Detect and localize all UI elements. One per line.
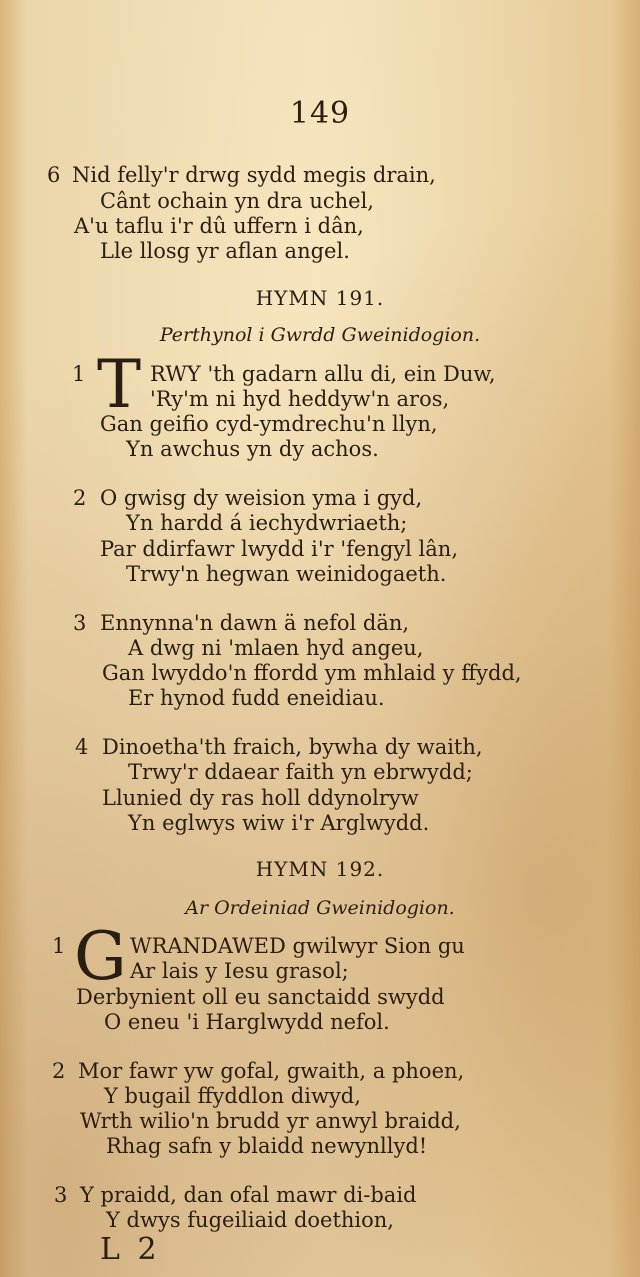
verse-number: 1 xyxy=(72,362,86,386)
verse-line: 'Ry'm ni hyd heddyw'n aros, xyxy=(150,387,450,411)
verse-line: Mor fawr yw gofal, gwaith, a phoen, xyxy=(78,1059,465,1083)
verse-line: Ar lais y Iesu grasol; xyxy=(130,959,349,983)
verse-number: 3 xyxy=(54,1183,68,1207)
verse-line: Y praidd, dan ofal mawr di-baid xyxy=(80,1183,417,1207)
verse-line: WRANDAWED gwilwyr Sion gu xyxy=(130,934,465,958)
drop-cap: T xyxy=(97,346,142,423)
verse-line: Lle llosg yr aflan angel. xyxy=(100,239,350,263)
hymn-title: HYMN 191. xyxy=(255,286,385,310)
verse-line: Cânt ochain yn dra uchel, xyxy=(100,189,374,213)
verse-line: A'u taflu i'r dû uffern i dân, xyxy=(74,214,364,238)
verse-line: Y bugail ffyddlon diwyd, xyxy=(104,1084,361,1108)
drop-cap: G xyxy=(74,918,127,995)
verse-number: 6 xyxy=(47,163,61,187)
verse-line: Trwy'r ddaear faith yn ebrwydd; xyxy=(128,760,473,784)
verse-line: O eneu 'i Harglwydd nefol. xyxy=(104,1010,390,1034)
signature-mark: L 2 xyxy=(100,1232,161,1267)
verse-line: Yn awchus yn dy achos. xyxy=(126,437,379,461)
verse-number: 2 xyxy=(73,486,87,510)
verse-line: Nid felly'r drwg sydd megis drain, xyxy=(72,163,436,187)
verse-line: Y dwys fugeiliaid doethion, xyxy=(106,1208,394,1232)
verse-number: 1 xyxy=(52,934,66,958)
verse-line: Yn hardd á iechydwriaeth; xyxy=(126,511,408,535)
verse-line: Dinoetha'th fraich, bywha dy waith, xyxy=(102,735,483,759)
verse-line: RWY 'th gadarn allu di, ein Duw, xyxy=(150,362,496,386)
verse-line: Er hynod fudd eneidiau. xyxy=(128,686,385,710)
page-number: 149 xyxy=(289,96,351,131)
verse-line: Derbynient oll eu sanctaidd swydd xyxy=(76,985,445,1009)
verse-line: Trwy'n hegwan weinidogaeth. xyxy=(126,562,447,586)
hymn-subtitle: Ar Ordeiniad Gweinidogion. xyxy=(185,897,455,919)
verse-number: 4 xyxy=(75,735,89,759)
hymn-subtitle: Perthynol i Gwrdd Gweinidogion. xyxy=(159,324,481,346)
verse-line: Par ddirfawr lwydd i'r 'fengyl lân, xyxy=(100,537,458,561)
verse-number: 2 xyxy=(52,1059,66,1083)
verse-line: Gan lwyddo'n ffordd ym mhlaid y ffydd, xyxy=(102,661,522,685)
hymn-title: HYMN 192. xyxy=(255,857,385,881)
verse-line: Ennynna'n dawn ä nefol dän, xyxy=(100,611,410,635)
verse-line: Wrth wilio'n brudd yr anwyl braidd, xyxy=(80,1109,461,1133)
verse-line: Gan geifio cyd-ymdrechu'n llyn, xyxy=(100,412,438,436)
verse-line: Rhag safn y blaidd newynllyd! xyxy=(106,1134,428,1158)
verse-line: Llunied dy ras holl ddynolryw xyxy=(102,786,419,810)
verse-number: 3 xyxy=(73,611,87,635)
verse-line: O gwisg dy weision yma i gyd, xyxy=(100,486,423,510)
verse-line: Yn eglwys wiw i'r Arglwydd. xyxy=(128,811,430,835)
verse-line: A dwg ni 'mlaen hyd angeu, xyxy=(128,636,424,660)
